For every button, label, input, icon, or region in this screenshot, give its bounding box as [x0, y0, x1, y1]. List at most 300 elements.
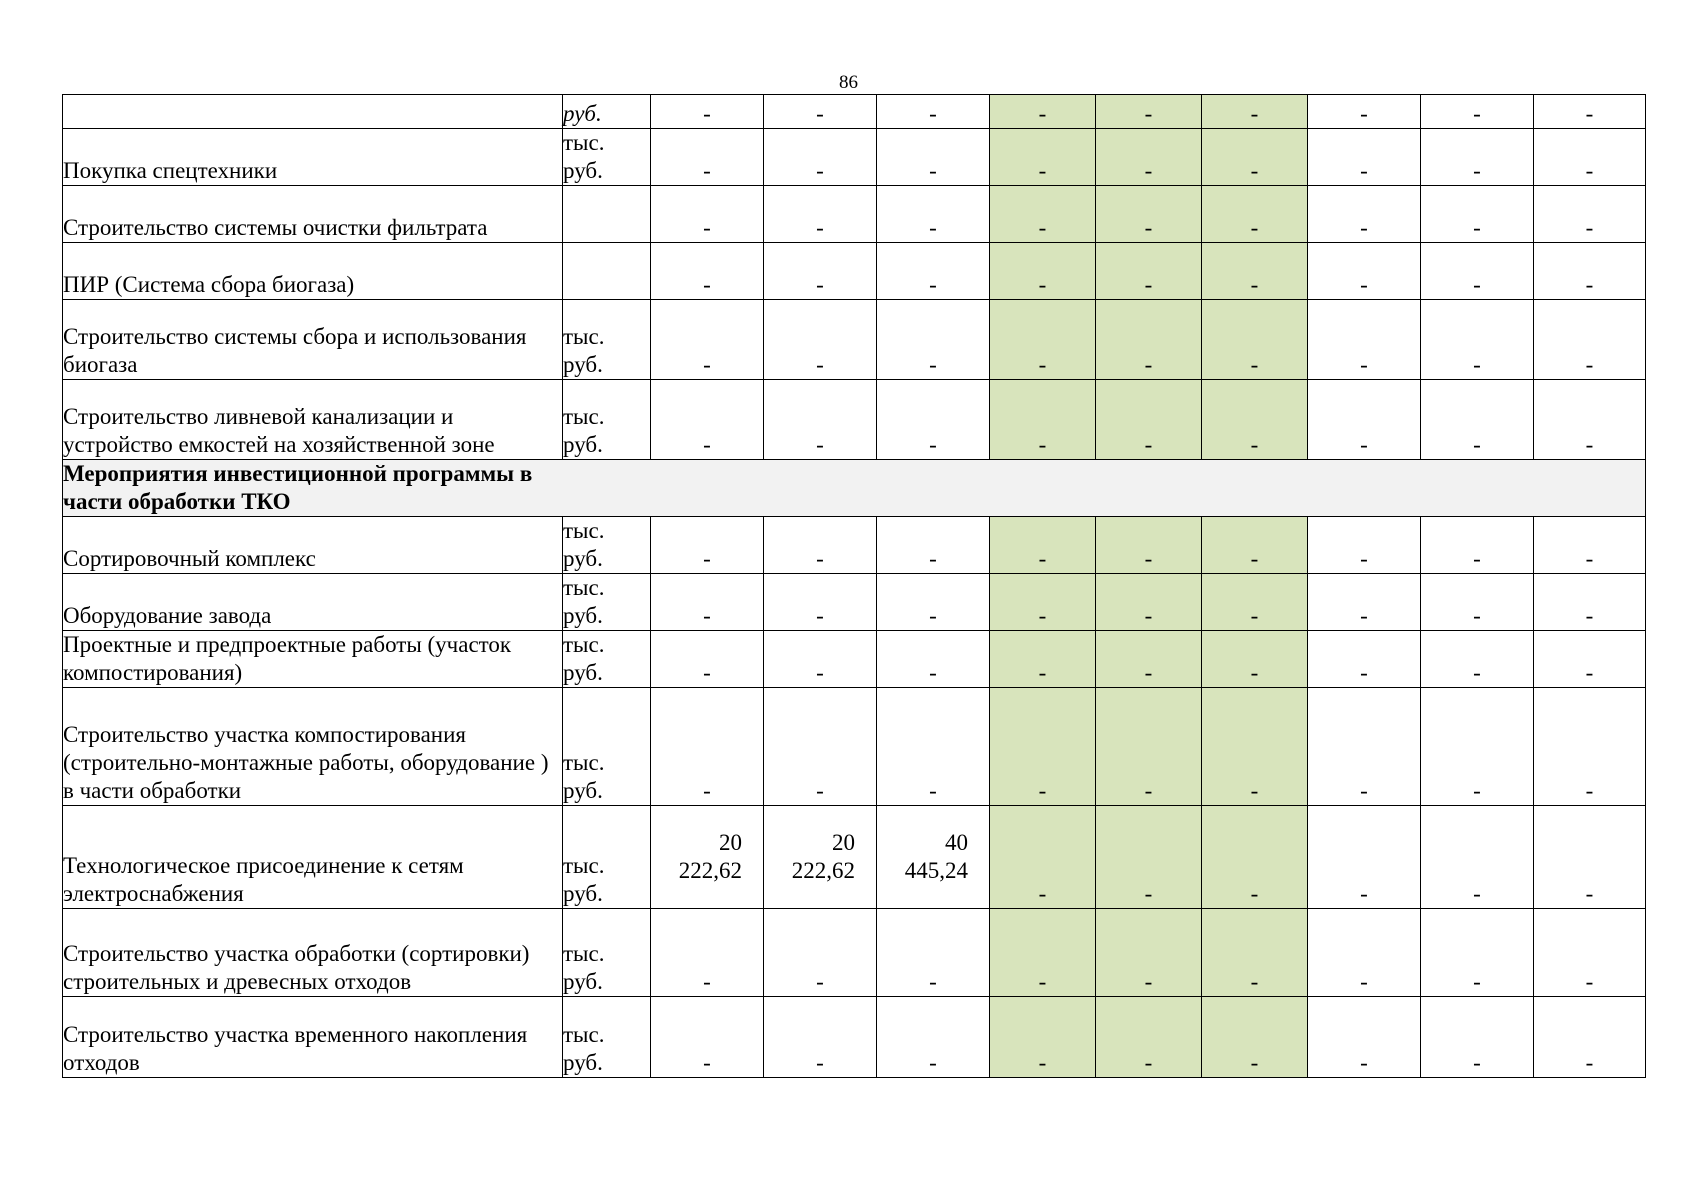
cell-value: -	[1473, 158, 1481, 183]
value-cell	[651, 631, 764, 688]
row-unit-top: тыс.	[563, 324, 605, 349]
row-unit-top: тыс.	[563, 404, 605, 429]
value-cell	[1202, 631, 1308, 688]
cell-value: -	[1144, 432, 1153, 457]
row-name-cell	[63, 129, 563, 186]
row-unit-cell	[563, 186, 651, 243]
row-unit-cell	[563, 574, 651, 631]
value-cell	[990, 997, 1096, 1078]
cell-value: -	[1360, 546, 1368, 571]
row-name: Строительство системы очистки фильтрата	[63, 215, 488, 240]
value-cell	[1308, 631, 1421, 688]
cell-value: -	[929, 660, 937, 685]
value-cell	[990, 380, 1096, 460]
cell-value: -	[1144, 272, 1153, 297]
row-unit-cell	[563, 688, 651, 806]
row-name: Сортировочный комплекс	[63, 546, 316, 571]
value-cell	[1534, 300, 1646, 380]
cell-value: -	[1360, 603, 1368, 628]
row-unit-cell	[563, 997, 651, 1078]
cell-value: -	[1585, 215, 1594, 240]
row-name-cell	[63, 631, 563, 688]
cell-value: -	[816, 272, 824, 297]
cell-value: -	[703, 352, 711, 377]
cell-value: -	[816, 603, 824, 628]
investment-table	[62, 94, 1646, 1078]
value-cell	[1202, 574, 1308, 631]
cell-value: -	[703, 1050, 711, 1075]
value-cell	[1202, 186, 1308, 243]
table-row	[63, 243, 1646, 300]
cell-value: -	[1250, 215, 1259, 240]
table-row	[63, 517, 1646, 574]
value-cell	[651, 129, 764, 186]
cell-value: -	[1473, 432, 1481, 457]
value-cell	[1202, 243, 1308, 300]
value-cell	[1202, 997, 1308, 1078]
table-row	[63, 688, 1646, 806]
value-cell	[1096, 243, 1202, 300]
value-cell	[1308, 574, 1421, 631]
value-cell	[1308, 997, 1421, 1078]
cell-value: -	[1585, 778, 1594, 803]
cell-value: -	[929, 546, 937, 571]
cell-value: -	[929, 1050, 937, 1075]
value-cell	[877, 243, 990, 300]
cell-value: -	[1360, 881, 1368, 906]
cell-value: 40 445,24	[904, 830, 968, 883]
value-cell	[651, 517, 764, 574]
cell-value: -	[1038, 272, 1047, 297]
cell-value: -	[1144, 101, 1153, 126]
value-cell	[877, 574, 990, 631]
value-cell	[990, 186, 1096, 243]
row-unit-bottom: руб.	[563, 1050, 603, 1075]
value-cell	[651, 95, 764, 129]
cell-value: -	[1250, 158, 1259, 183]
cell-value: -	[1585, 352, 1594, 377]
value-cell	[651, 806, 764, 909]
table-row	[63, 129, 1646, 186]
value-cell	[1308, 806, 1421, 909]
value-cell	[1096, 186, 1202, 243]
cell-value: -	[816, 101, 824, 126]
cell-value: -	[1144, 969, 1153, 994]
cell-value: -	[1585, 1050, 1594, 1075]
table-body-top	[63, 95, 1646, 460]
value-cell	[990, 574, 1096, 631]
value-cell	[1421, 574, 1534, 631]
value-cell	[990, 517, 1096, 574]
cell-value: -	[816, 969, 824, 994]
value-cell	[877, 95, 990, 129]
value-cell	[990, 806, 1096, 909]
value-cell	[764, 380, 877, 460]
value-cell	[651, 997, 764, 1078]
cell-value: -	[929, 969, 937, 994]
row-name-cell	[63, 186, 563, 243]
cell-value: -	[1250, 603, 1259, 628]
value-cell	[764, 631, 877, 688]
value-cell	[651, 380, 764, 460]
value-cell	[990, 95, 1096, 129]
section-header-body	[63, 460, 1646, 517]
value-cell	[1534, 517, 1646, 574]
row-unit-bottom: руб.	[563, 158, 603, 183]
cell-value: -	[1360, 101, 1368, 126]
cell-value: -	[929, 778, 937, 803]
value-cell	[1096, 997, 1202, 1078]
cell-value: -	[1250, 1050, 1259, 1075]
cell-value: -	[816, 158, 824, 183]
value-cell	[1096, 517, 1202, 574]
value-cell	[1534, 186, 1646, 243]
row-unit-top: тыс.	[563, 853, 605, 878]
value-cell	[877, 806, 990, 909]
value-cell	[764, 186, 877, 243]
cell-value: -	[703, 272, 711, 297]
value-cell	[1421, 997, 1534, 1078]
row-unit-cell	[563, 631, 651, 688]
row-name: Покупка спецтехники	[63, 158, 278, 183]
cell-value: -	[703, 546, 711, 571]
row-name: Строительство ливневой канализации и устройство емкостей на хозяйственной зоне	[63, 404, 495, 457]
value-cell	[1202, 380, 1308, 460]
cell-value: -	[929, 603, 937, 628]
row-unit-bottom: руб.	[563, 432, 603, 457]
value-cell	[764, 129, 877, 186]
row-unit-bottom: руб.	[563, 778, 603, 803]
value-cell	[1096, 129, 1202, 186]
value-cell	[877, 129, 990, 186]
value-cell	[1308, 186, 1421, 243]
row-name-cell	[63, 574, 563, 631]
value-cell	[1534, 631, 1646, 688]
table-row	[63, 380, 1646, 460]
cell-value: -	[1250, 660, 1259, 685]
cell-value: -	[1250, 432, 1259, 457]
row-name: Строительство участка временного накопления отходов	[63, 1022, 528, 1075]
cell-value: -	[1585, 969, 1594, 994]
value-cell	[1202, 129, 1308, 186]
value-cell	[1202, 300, 1308, 380]
cell-value: -	[1250, 352, 1259, 377]
row-unit-cell	[563, 806, 651, 909]
value-cell	[1534, 243, 1646, 300]
value-cell	[1202, 688, 1308, 806]
cell-value: -	[703, 969, 711, 994]
cell-value: -	[1585, 101, 1594, 126]
row-name: ПИР (Система сбора биогаза)	[63, 272, 355, 297]
row-unit-top: тыс.	[563, 632, 605, 657]
value-cell	[1202, 95, 1308, 129]
cell-value: -	[1250, 778, 1259, 803]
value-cell	[877, 688, 990, 806]
value-cell	[1421, 517, 1534, 574]
cell-value: -	[1038, 352, 1047, 377]
value-cell	[877, 517, 990, 574]
section-header-row	[63, 460, 1646, 517]
row-name-cell	[63, 517, 563, 574]
value-cell	[1534, 806, 1646, 909]
section-title-text: Мероприятия инвестиционной программы в части обработки ТКО	[63, 461, 533, 514]
cell-value: -	[929, 432, 937, 457]
cell-value: -	[703, 660, 711, 685]
cell-value: -	[1144, 881, 1153, 906]
cell-value: -	[1250, 969, 1259, 994]
value-cell	[877, 631, 990, 688]
cell-value: -	[703, 215, 711, 240]
table-row	[63, 806, 1646, 909]
cell-value: -	[1473, 778, 1481, 803]
cell-value: -	[1250, 272, 1259, 297]
value-cell	[1096, 300, 1202, 380]
cell-value: -	[1585, 158, 1594, 183]
cell-value: -	[703, 101, 711, 126]
row-unit-top: тыс.	[563, 518, 605, 543]
cell-value: -	[816, 1050, 824, 1075]
value-cell	[877, 300, 990, 380]
value-cell	[1308, 129, 1421, 186]
row-name-cell	[63, 380, 563, 460]
value-cell	[1096, 95, 1202, 129]
row-unit-cell	[563, 129, 651, 186]
row-unit-cell	[563, 909, 651, 997]
cell-value: -	[1038, 603, 1047, 628]
cell-value: -	[1473, 272, 1481, 297]
value-cell	[1308, 688, 1421, 806]
value-cell	[1534, 997, 1646, 1078]
cell-value: -	[1360, 215, 1368, 240]
cell-value: -	[1473, 352, 1481, 377]
value-cell	[990, 909, 1096, 997]
row-unit-bottom: руб.	[563, 546, 603, 571]
cell-value: -	[1473, 660, 1481, 685]
cell-value: -	[1144, 546, 1153, 571]
row-unit-cell	[563, 243, 651, 300]
cell-value: -	[1473, 1050, 1481, 1075]
row-unit-bottom: руб.	[563, 101, 602, 126]
cell-value: -	[1038, 215, 1047, 240]
row-unit-cell	[563, 517, 651, 574]
value-cell	[1534, 909, 1646, 997]
value-cell	[1534, 688, 1646, 806]
row-name-cell	[63, 300, 563, 380]
value-cell	[1534, 574, 1646, 631]
cell-value: -	[1473, 881, 1481, 906]
value-cell	[1421, 688, 1534, 806]
value-cell	[651, 688, 764, 806]
value-cell	[1096, 380, 1202, 460]
cell-value: -	[1038, 969, 1047, 994]
value-cell	[1308, 300, 1421, 380]
cell-value: -	[1038, 432, 1047, 457]
value-cell	[990, 129, 1096, 186]
value-cell	[1534, 95, 1646, 129]
value-cell	[1096, 806, 1202, 909]
page-number: 86	[839, 72, 858, 93]
value-cell	[651, 574, 764, 631]
row-unit-cell	[563, 380, 651, 460]
row-name-cell	[63, 688, 563, 806]
row-unit-cell	[563, 300, 651, 380]
table-row	[63, 997, 1646, 1078]
cell-value: -	[1250, 546, 1259, 571]
value-cell	[1096, 574, 1202, 631]
row-unit-top: тыс.	[563, 130, 605, 155]
section-title	[63, 460, 1646, 517]
cell-value: -	[929, 272, 937, 297]
cell-value: -	[1585, 603, 1594, 628]
cell-value: -	[1144, 1050, 1153, 1075]
row-name: Технологическое присоединение к сетям электроснабжения	[63, 853, 464, 906]
cell-value: -	[1144, 215, 1153, 240]
value-cell	[877, 380, 990, 460]
value-cell	[877, 909, 990, 997]
cell-value: -	[1360, 158, 1368, 183]
value-cell	[1308, 909, 1421, 997]
value-cell	[1308, 95, 1421, 129]
cell-value: -	[1038, 778, 1047, 803]
row-name-cell	[63, 806, 563, 909]
cell-value: -	[816, 778, 824, 803]
value-cell	[1202, 517, 1308, 574]
cell-value: -	[1250, 881, 1259, 906]
value-cell	[1308, 243, 1421, 300]
cell-value: -	[1144, 352, 1153, 377]
row-name-cell	[63, 95, 563, 129]
value-cell	[651, 186, 764, 243]
row-unit-top: тыс.	[563, 750, 605, 775]
cell-value: -	[816, 215, 824, 240]
value-cell	[764, 909, 877, 997]
value-cell	[1096, 688, 1202, 806]
cell-value: -	[1473, 546, 1481, 571]
cell-value: -	[1473, 969, 1481, 994]
table-row	[63, 909, 1646, 997]
value-cell	[1421, 243, 1534, 300]
cell-value: -	[816, 546, 824, 571]
value-cell	[764, 688, 877, 806]
value-cell	[990, 688, 1096, 806]
value-cell	[1308, 517, 1421, 574]
row-name: Проектные и предпроектные работы (участок компостирования)	[63, 632, 512, 685]
cell-value: 20 222,62	[791, 830, 855, 883]
value-cell	[1202, 806, 1308, 909]
value-cell	[764, 300, 877, 380]
row-unit-bottom: руб.	[563, 603, 603, 628]
value-cell	[1421, 806, 1534, 909]
row-unit-top: тыс.	[563, 1022, 605, 1047]
cell-value: -	[703, 603, 711, 628]
cell-value: -	[1144, 660, 1153, 685]
cell-value: -	[1144, 158, 1153, 183]
value-cell	[877, 997, 990, 1078]
cell-value: -	[703, 158, 711, 183]
value-cell	[651, 909, 764, 997]
row-name: Оборудование завода	[63, 603, 272, 628]
value-cell	[764, 243, 877, 300]
row-unit-bottom: руб.	[563, 969, 603, 994]
value-cell	[764, 95, 877, 129]
cell-value: -	[1144, 603, 1153, 628]
value-cell	[990, 631, 1096, 688]
value-cell	[1534, 129, 1646, 186]
table-body-bottom	[63, 517, 1646, 1078]
value-cell	[1421, 95, 1534, 129]
value-cell	[990, 243, 1096, 300]
cell-value: -	[929, 101, 937, 126]
value-cell	[651, 300, 764, 380]
value-cell	[764, 574, 877, 631]
cell-value: -	[1038, 101, 1047, 126]
value-cell	[1096, 631, 1202, 688]
cell-value: -	[1038, 881, 1047, 906]
value-cell	[764, 997, 877, 1078]
value-cell	[1096, 909, 1202, 997]
cell-value: -	[1250, 101, 1259, 126]
table-row	[63, 300, 1646, 380]
cell-value: -	[1360, 432, 1368, 457]
cell-value: -	[929, 352, 937, 377]
cell-value: -	[1585, 660, 1594, 685]
row-unit-bottom: руб.	[563, 881, 603, 906]
value-cell	[1534, 380, 1646, 460]
cell-value: -	[1585, 881, 1594, 906]
cell-value: -	[816, 660, 824, 685]
value-cell	[1421, 380, 1534, 460]
cell-value: -	[1360, 352, 1368, 377]
row-name: Строительство участка компостирования (строительно-монтажные работы, оборудование ) в части обработки	[63, 722, 549, 803]
row-name-cell	[63, 997, 563, 1078]
value-cell	[1202, 909, 1308, 997]
cell-value: -	[703, 432, 711, 457]
cell-value: -	[929, 158, 937, 183]
value-cell	[990, 300, 1096, 380]
value-cell	[1421, 909, 1534, 997]
cell-value: 20 222,62	[678, 830, 742, 883]
value-cell	[764, 806, 877, 909]
value-cell	[1421, 129, 1534, 186]
cell-value: -	[816, 352, 824, 377]
cell-value: -	[1473, 101, 1481, 126]
row-name: Строительство участка обработки (сортировки) строительных и древесных отходов	[63, 941, 530, 994]
value-cell	[1421, 186, 1534, 243]
cell-value: -	[1585, 546, 1594, 571]
table-row	[63, 631, 1646, 688]
table-row	[63, 574, 1646, 631]
value-cell	[651, 243, 764, 300]
cell-value: -	[1360, 660, 1368, 685]
cell-value: -	[1038, 158, 1047, 183]
value-cell	[764, 517, 877, 574]
cell-value: -	[1360, 778, 1368, 803]
cell-value: -	[929, 215, 937, 240]
cell-value: -	[1473, 215, 1481, 240]
value-cell	[1421, 631, 1534, 688]
row-unit-bottom: руб.	[563, 660, 603, 685]
table-row	[63, 95, 1646, 129]
row-unit-top: тыс.	[563, 575, 605, 600]
table-row	[63, 186, 1646, 243]
cell-value: -	[1360, 969, 1368, 994]
cell-value: -	[1144, 778, 1153, 803]
cell-value: -	[1038, 546, 1047, 571]
cell-value: -	[1360, 272, 1368, 297]
cell-value: -	[816, 432, 824, 457]
value-cell	[877, 186, 990, 243]
row-name-cell	[63, 243, 563, 300]
